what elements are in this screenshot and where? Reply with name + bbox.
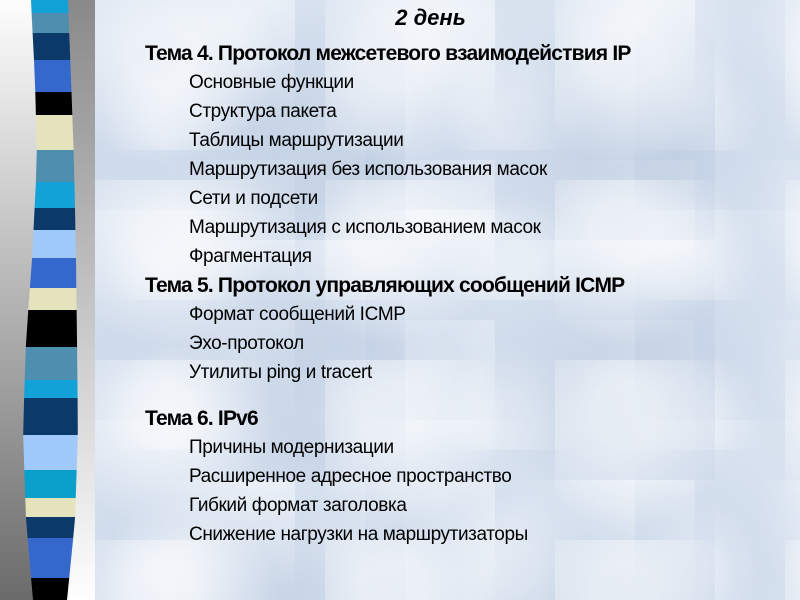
stripe-segment xyxy=(28,538,74,578)
outline-section xyxy=(95,271,800,387)
stripe-segment xyxy=(26,517,75,538)
stripe-segment xyxy=(30,258,76,288)
stripe-segment xyxy=(35,92,72,115)
outline-item: Маршрутизация без использования масок xyxy=(189,159,547,180)
outline-item: Утилиты ping и tracert xyxy=(189,362,372,383)
outline-item: Эхо-протокол xyxy=(189,333,304,354)
stripe-segment xyxy=(24,470,76,498)
outline-section xyxy=(95,404,800,549)
section-heading: Тема 6. IPv6 xyxy=(145,407,258,430)
section-items xyxy=(95,68,800,271)
stripe-segment xyxy=(34,208,76,230)
section-items xyxy=(95,300,800,387)
outline-item: Причины модернизации xyxy=(189,437,394,458)
stripe-segment xyxy=(31,0,69,13)
outline-item: Маршрутизация с использованием масок xyxy=(189,217,541,238)
outline-item: Формат сообщений ICMP xyxy=(189,304,406,325)
filmstrip-decoration xyxy=(0,0,95,600)
section-items xyxy=(95,433,800,549)
slide-title: 2 день xyxy=(395,5,466,30)
outline-list xyxy=(95,39,800,549)
outline-item: Гибкий формат заголовка xyxy=(189,495,407,516)
stripe-segment xyxy=(31,578,69,600)
stripe-segment xyxy=(36,115,74,150)
stripe-segment xyxy=(36,150,75,182)
outline-item: Расширенное адресное пространство xyxy=(189,466,512,487)
stripe-segment xyxy=(32,13,70,33)
stripe-segment xyxy=(25,347,78,380)
outline-item: Структура пакета xyxy=(189,101,337,122)
stripe-segment xyxy=(26,310,77,347)
stripe-segment xyxy=(34,60,72,92)
outline-item: Таблицы маршрутизации xyxy=(189,130,404,151)
outline-item: Фрагментация xyxy=(189,246,312,267)
stripe-segment xyxy=(25,498,75,517)
stripe-segment xyxy=(28,288,76,310)
section-heading: Тема 4. Протокол межсетевого взаимодействия IP xyxy=(145,42,631,65)
outline-section xyxy=(95,39,800,271)
slide-content xyxy=(95,0,800,600)
stripe-segment xyxy=(23,435,78,470)
stripe-segment xyxy=(24,380,78,398)
section-heading: Тема 5. Протокол управляющих сообщений ICMP xyxy=(145,274,625,297)
outline-item: Снижение нагрузки на маршрутизаторы xyxy=(189,524,528,545)
stripe-segment xyxy=(23,398,78,435)
outline-item: Основные функции xyxy=(189,72,354,93)
outline-item: Сети и подсети xyxy=(189,188,318,209)
stripe-segment xyxy=(35,182,75,208)
stripe-segment xyxy=(32,230,76,258)
stripe-segment xyxy=(33,33,71,60)
